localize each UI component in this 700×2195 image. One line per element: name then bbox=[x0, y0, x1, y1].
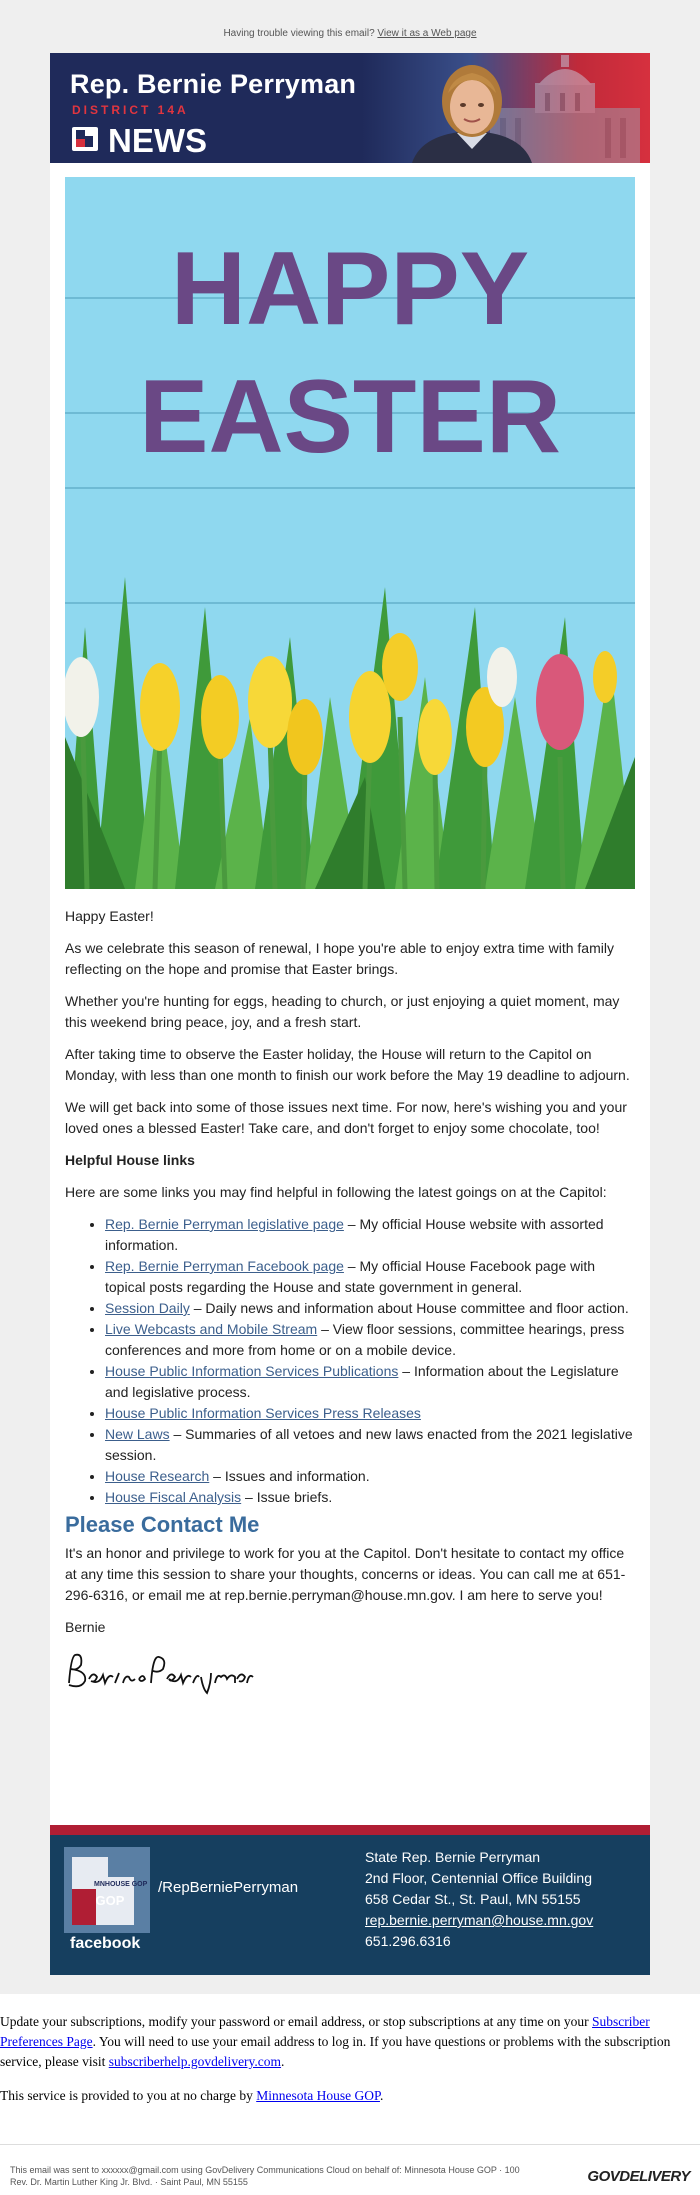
press-releases-link[interactable]: House Public Information Services Press Releases bbox=[105, 1405, 421, 1421]
signature-image bbox=[65, 1649, 635, 1701]
office-phone: 651.296.6316 bbox=[365, 1933, 451, 1949]
facebook-handle[interactable]: /RepBerniePerryman bbox=[158, 1879, 299, 1896]
list-item bbox=[105, 1361, 635, 1403]
facebook-wordmark[interactable]: facebook bbox=[70, 1935, 141, 1952]
office-address-block bbox=[365, 1847, 593, 1952]
tulips-illustration bbox=[65, 177, 635, 889]
fiscal-analysis-link[interactable]: House Fiscal Analysis bbox=[105, 1489, 242, 1505]
manage-text: This service is provided to you at no charge by bbox=[0, 2088, 257, 2103]
provided-by-paragraph bbox=[0, 2086, 698, 2106]
representative-photo bbox=[402, 53, 542, 163]
contact-footer bbox=[50, 1835, 650, 1975]
list-item bbox=[105, 1256, 635, 1298]
manage-text: . You will need to use your email address to log in. If you have questions or problems with the subscription service, please visit bbox=[0, 2034, 671, 2069]
office-name: State Rep. Bernie Perryman bbox=[365, 1849, 541, 1865]
letter-body bbox=[65, 906, 635, 1701]
list-item bbox=[105, 1403, 635, 1424]
paragraph-3: After taking time to observe the Easter holiday, the House will return to the Capitol on Monday, with less than one month to finish our work before the May 19 deadline to adjourn. bbox=[65, 1046, 630, 1083]
house-gop-mini-logo bbox=[72, 127, 98, 151]
link-description: – Summaries of all vetoes and new laws enacted from the 2021 legislative session. bbox=[105, 1426, 633, 1463]
subscription-notice bbox=[0, 2012, 698, 2120]
email-content-card bbox=[50, 163, 650, 1825]
minnesota-house-gop-link[interactable]: Minnesota House GOP bbox=[256, 2088, 380, 2103]
link-description: – Information about the Legislature and legislative process. bbox=[105, 1363, 619, 1400]
manage-text: . bbox=[379, 2088, 384, 2103]
paragraph-2: Whether you're hunting for eggs, heading to church, or just enjoying a quiet moment, may this weekend bring peace, joy, and a fresh start. bbox=[65, 993, 620, 1030]
house-research-link[interactable]: House Research bbox=[105, 1468, 210, 1484]
link-description: – My official House website with assorted information. bbox=[105, 1216, 604, 1253]
footer-accent-bar bbox=[50, 1825, 650, 1835]
live-webcasts-link[interactable]: Live Webcasts and Mobile Stream bbox=[105, 1321, 318, 1337]
mnhouse-gop-logo[interactable] bbox=[64, 1847, 150, 1933]
helpful-links-list bbox=[65, 1214, 635, 1508]
view-web-page-link[interactable]: View it as a Web page bbox=[377, 28, 477, 39]
facebook-page-link[interactable]: Rep. Bernie Perryman Facebook page bbox=[105, 1258, 344, 1274]
link-description: – View floor sessions, committee hearings, press conferences and more from home or on a mobile device. bbox=[105, 1321, 625, 1358]
subscriber-help-link[interactable]: subscriberhelp.govdelivery.com bbox=[108, 2054, 282, 2069]
list-item bbox=[105, 1298, 635, 1319]
greeting: Happy Easter! bbox=[65, 908, 154, 924]
contact-paragraph: It's an honor and privilege to work for you at the Capitol. Don't hesitate to contact my office at any time this session to share your thoughts, concerns or ideas. You can call me at 651-296-6316, or email me at rep.bernie.perryman@house.mn.gov. I am here to serve you! bbox=[65, 1545, 626, 1603]
link-description: – Issue briefs. bbox=[241, 1489, 333, 1505]
legislative-page-link[interactable]: Rep. Bernie Perryman legislative page bbox=[105, 1216, 344, 1232]
govdelivery-logo[interactable]: GOVDELIVERY bbox=[587, 2168, 690, 2185]
paragraph-1: As we celebrate this season of renewal, I hope you're able to enjoy extra time with family reflecting on the hope and promise that Easter brings. bbox=[65, 940, 614, 977]
list-item bbox=[105, 1487, 635, 1508]
hero-title-happy: HAPPY bbox=[170, 231, 530, 347]
link-description: – Issues and information. bbox=[209, 1468, 370, 1484]
gop-logo-label: MNHOUSE GOP bbox=[94, 1881, 148, 1888]
govdelivery-line-2: Rev. Dr. Martin Luther King Jr. Blvd. · Saint Paul, MN 55155 bbox=[10, 2177, 248, 2187]
manage-text: Update your subscriptions, modify your password or email address, or stop subscriptions at any time on your bbox=[0, 2014, 593, 2029]
office-line-2: 658 Cedar St., St. Paul, MN 55155 bbox=[365, 1891, 581, 1907]
links-heading: Helpful House links bbox=[65, 1152, 195, 1168]
preheader bbox=[0, 28, 700, 39]
publications-link[interactable]: House Public Information Services Publications bbox=[105, 1363, 399, 1379]
manage-paragraph bbox=[0, 2012, 698, 2072]
paragraph-4: We will get back into some of those issues next time. For now, here's wishing you and your loved ones a blessed Easter! Take care, and don't forget to enjoy some chocolate, too! bbox=[65, 1099, 627, 1136]
hero-title-easter: EASTER bbox=[139, 359, 561, 475]
list-item bbox=[105, 1319, 635, 1361]
easter-hero-image bbox=[65, 177, 635, 889]
new-laws-link[interactable]: New Laws bbox=[105, 1426, 170, 1442]
newsletter-banner bbox=[50, 53, 650, 163]
signoff: Bernie bbox=[65, 1619, 106, 1635]
banner-news-word: NEWS bbox=[108, 122, 207, 159]
contact-heading: Please Contact Me bbox=[65, 1512, 260, 1537]
session-daily-link[interactable]: Session Daily bbox=[105, 1300, 190, 1316]
office-line-1: 2nd Floor, Centennial Office Building bbox=[365, 1870, 592, 1886]
links-intro: Here are some links you may find helpful in following the latest goings on at the Capitol: bbox=[65, 1184, 607, 1200]
manage-text: . bbox=[281, 2054, 285, 2069]
subscriber-preferences-link[interactable]: Subscriber Preferences Page bbox=[0, 2014, 650, 2049]
list-item bbox=[105, 1466, 635, 1487]
banner-rep-name: Rep. Bernie Perryman bbox=[70, 69, 357, 99]
list-item bbox=[105, 1214, 635, 1256]
link-description: – Daily news and information about House committee and floor action. bbox=[189, 1300, 629, 1316]
office-email-link[interactable]: rep.bernie.perryman@house.mn.gov bbox=[365, 1912, 594, 1928]
preheader-text: Having trouble viewing this email? bbox=[223, 28, 375, 39]
banner-district: DISTRICT 14A bbox=[72, 103, 189, 117]
link-description: – My official House Facebook page with topical posts regarding the House and state government in general. bbox=[105, 1258, 596, 1295]
govdelivery-line-1: This email was sent to xxxxxx@gmail.com using GovDelivery Communications Cloud on behalf of: Minnesota House GOP · 100 bbox=[10, 2165, 520, 2175]
svg-text:GOP: GOP bbox=[95, 1893, 125, 1908]
divider bbox=[0, 2144, 700, 2145]
list-item bbox=[105, 1424, 635, 1466]
